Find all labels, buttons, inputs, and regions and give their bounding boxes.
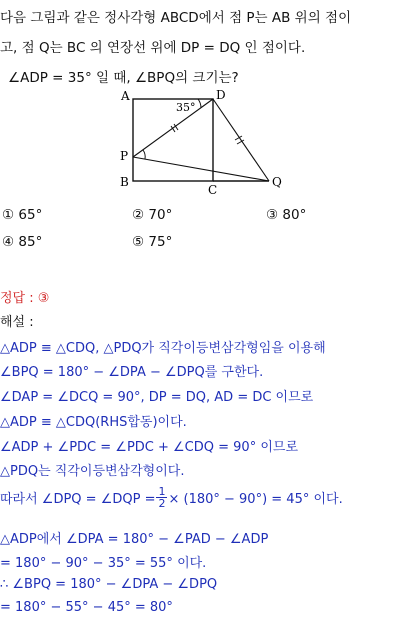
label-d: D <box>216 88 226 102</box>
solution-line-7-pre: 따라서 ∠DPQ = ∠DQP = <box>0 492 156 507</box>
label-a: A <box>121 89 130 103</box>
segment-pq <box>133 157 269 181</box>
problem-line-2: 고, 점 Q는 BC 의 연장선 위에 DP = DQ 인 점이다. <box>0 40 306 56</box>
solution-line-7 <box>0 486 343 509</box>
solution-line-11: = 180° − 55° − 45° = 80° <box>0 600 173 615</box>
problem-line-3: ∠ADP = 35° 일 때, ∠BPQ의 크기는? <box>8 70 239 86</box>
choice-2[interactable] <box>132 207 172 223</box>
choice-3[interactable] <box>266 207 306 223</box>
choice-3-num: ③ <box>266 207 279 223</box>
label-b: B <box>120 175 129 189</box>
choice-4-num: ④ <box>2 234 15 250</box>
solution-line-9: = 180° − 90° − 35° = 55° 이다. <box>0 556 207 571</box>
solution-line-3: ∠DAP = ∠DCQ = 90°, DP = DQ, AD = DC 이므로 <box>0 390 314 405</box>
choice-1[interactable] <box>2 207 42 223</box>
choice-2-text: 70° <box>148 207 173 223</box>
problem-line-1: 다음 그림과 같은 정사각형 ABCD에서 점 P는 AB 위의 점이 <box>0 10 352 26</box>
angle-arc-bpq <box>143 150 145 159</box>
answer-label: 정답 : ③ <box>0 291 50 306</box>
choice-4-text: 85° <box>18 234 43 250</box>
choice-5[interactable] <box>132 234 172 250</box>
solution-line-2: ∠BPQ = 180° − ∠DPA − ∠DPQ를 구한다. <box>0 365 264 380</box>
solution-line-10: ∴ ∠BPQ = 180° − ∠DPA − ∠DPQ <box>0 577 218 592</box>
solution-line-8: △ADP에서 ∠DPA = 180° − ∠PAD − ∠ADP <box>0 532 269 547</box>
choice-4[interactable] <box>2 234 42 250</box>
label-q: Q <box>272 175 282 189</box>
solution-line-6: △PDQ는 직각이등변삼각형이다. <box>0 464 185 479</box>
choice-5-text: 75° <box>148 234 173 250</box>
solution-line-4: △ADP ≡ △CDQ(RHS합동)이다. <box>0 415 187 430</box>
label-c: C <box>208 183 218 197</box>
fraction-denominator: 2 <box>158 497 166 510</box>
label-angle-35: 35° <box>176 101 196 114</box>
fraction-half <box>156 486 167 509</box>
fraction-numerator: 1 <box>158 485 166 498</box>
geometry-figure <box>0 88 400 198</box>
segment-dq <box>213 99 269 181</box>
solution-title: 해설 : <box>0 315 34 330</box>
choice-3-text: 80° <box>282 207 307 223</box>
solution-line-7-post: × (180° − 90°) = 45° 이다. <box>168 492 343 507</box>
solution-line-1: △ADP ≡ △CDQ, △PDQ가 직각이등변삼각형임을 이용해 <box>0 341 326 356</box>
angle-arc-adp <box>198 99 201 108</box>
choice-5-num: ⑤ <box>132 234 145 250</box>
choice-1-text: 65° <box>18 207 43 223</box>
choice-2-num: ② <box>132 207 145 223</box>
solution-line-5: ∠ADP + ∠PDC = ∠PDC + ∠CDQ = 90° 이므로 <box>0 440 299 455</box>
label-p: P <box>120 149 129 163</box>
choice-1-num: ① <box>2 207 15 223</box>
